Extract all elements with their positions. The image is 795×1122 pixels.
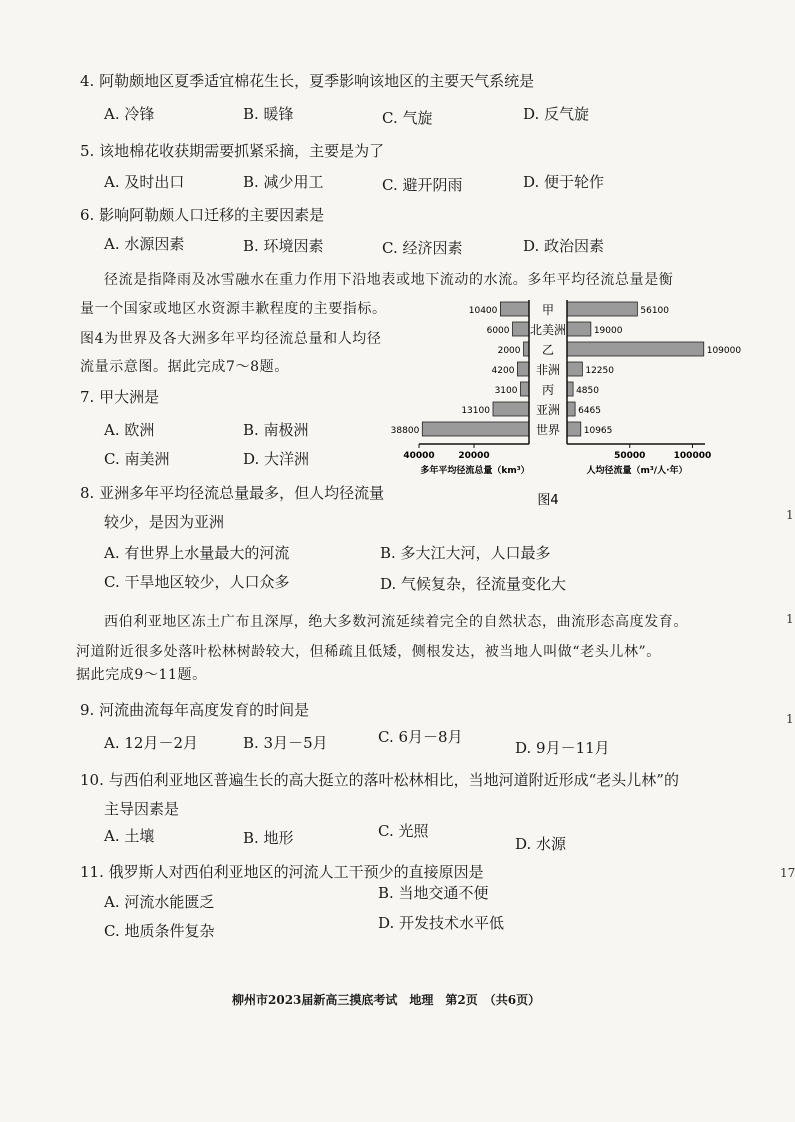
left-bar-label-0: 10400 — [468, 306, 498, 316]
margin-mark: 1 — [786, 508, 794, 522]
passage-siberia-line-3: 据此完成9～11题。 — [76, 667, 207, 683]
q4-option-a: A. 冷锋 — [104, 105, 155, 123]
question-10-stem-line-2: 主导因素是 — [104, 800, 180, 818]
question-11-stem: 11. 俄罗斯人对西伯利亚地区的河流人工干预少的直接原因是 — [80, 863, 484, 881]
right-bar-2 — [567, 342, 704, 356]
q7-option-c: C. 南美洲 — [104, 450, 170, 468]
left-bar-label-2: 2000 — [497, 346, 521, 356]
right-axis-label: 人均径流量（m³/人·年） — [586, 466, 688, 476]
question-6-stem: 6. 影响阿勒颇人口迁移的主要因素是 — [80, 206, 325, 224]
question-7-stem: 7. 甲大洲是 — [80, 388, 160, 406]
right-bar-label-3: 12250 — [585, 366, 615, 376]
left-bar-2 — [524, 342, 530, 356]
q6-option-a: A. 水源因素 — [104, 235, 185, 253]
category-label-5: 亚洲 — [535, 403, 561, 417]
left-bar-label-1: 6000 — [486, 326, 510, 336]
passage-siberia-line-2: 河道附近很多处落叶松林树龄较大，但稀疏且低矮，侧根发达，被当地人叫做“老头儿林”。 — [76, 644, 661, 660]
left-bar-label-5: 13100 — [461, 406, 490, 416]
q7-option-b: B. 南极洲 — [243, 421, 309, 439]
passage-runoff-line-2: 量一个国家或地区水资源丰歉程度的主要指标。 — [80, 301, 387, 317]
category-label-3: 非洲 — [535, 363, 561, 377]
right-bar-label-4: 4850 — [576, 386, 599, 396]
right-bar-6 — [567, 422, 581, 436]
q10-option-d: D. 水源 — [515, 835, 567, 853]
margin-mark: 1 — [786, 712, 794, 726]
q9-option-d: D. 9月－11月 — [515, 739, 610, 757]
runoff-chart — [390, 296, 742, 526]
figure-caption: 图4 — [537, 493, 559, 508]
margin-mark: 1 — [786, 612, 794, 626]
q8-option-d: D. 气候复杂，径流量变化大 — [380, 575, 567, 593]
q11-option-c: C. 地质条件复杂 — [104, 922, 215, 940]
q9-option-c: C. 6月－8月 — [378, 728, 463, 746]
q8-option-c: C. 干旱地区较少，人口众多 — [104, 573, 290, 591]
question-9-stem: 9. 河流曲流每年高度发育的时间是 — [80, 701, 310, 719]
q10-option-a: A. 土壤 — [104, 827, 155, 845]
left-bar-label-4: 3100 — [494, 386, 518, 396]
question-5-stem: 5. 该地棉花收获期需要抓紧采摘，主要是为了 — [80, 142, 385, 160]
q11-option-b: B. 当地交通不便 — [378, 884, 489, 902]
q10-option-b: B. 地形 — [243, 829, 294, 847]
right-bar-label-2: 109000 — [706, 346, 742, 356]
q11-option-d: D. 开发技术水平低 — [378, 914, 505, 932]
question-10-stem-line-1: 10. 与西伯利亚地区普遍生长的高大挺立的落叶松林相比，当地河道附近形成“老头儿林”的 — [80, 771, 679, 789]
question-8-stem-line-2: 较少，是因为亚洲 — [104, 513, 225, 531]
right-bar-4 — [567, 382, 573, 396]
left-bar-4 — [520, 382, 529, 396]
q5-option-b: B. 减少用工 — [243, 173, 324, 191]
q5-option-a: A. 及时出口 — [104, 173, 185, 191]
category-label-4: 丙 — [541, 383, 555, 397]
right-bar-5 — [567, 402, 575, 416]
q9-option-b: B. 3月－5月 — [243, 734, 328, 752]
passage-siberia-line-1: 西伯利亚地区冻土广布且深厚，绝大多数河流延续着完全的自然状态，曲流形态高度发育。 — [104, 614, 688, 630]
right-bar-1 — [567, 322, 591, 336]
passage-runoff-line-1: 径流是指降雨及冰雪融水在重力作用下沿地表或地下流动的水流。多年平均径流总量是衡 — [104, 272, 674, 288]
right-bar-3 — [567, 362, 582, 376]
q8-option-b: B. 多大江大河，人口最多 — [380, 544, 551, 562]
right-bar-label-6: 10965 — [583, 426, 613, 436]
question-4-stem: 4. 阿勒颇地区夏季适宜棉花生长，夏季影响该地区的主要天气系统是 — [80, 72, 535, 90]
left-bar-5 — [493, 402, 529, 416]
q5-option-d: D. 便于轮作 — [523, 173, 605, 191]
q7-option-d: D. 大洋洲 — [243, 450, 310, 468]
left-axis-label: 多年平均径流总量（km³） — [420, 466, 530, 476]
left-bar-3 — [517, 362, 529, 376]
q9-option-a: A. 12月－2月 — [104, 734, 198, 752]
q10-option-c: C. 光照 — [378, 822, 429, 840]
right-tick-label-1: 100000 — [673, 451, 712, 461]
question-8-stem-line-1: 8. 亚洲多年平均径流总量最多，但人均径流量 — [80, 484, 385, 502]
q11-option-a: A. 河流水能匮乏 — [104, 893, 215, 911]
margin-mark: 17 — [780, 866, 795, 880]
right-bar-label-0: 56100 — [640, 306, 670, 316]
q6-option-b: B. 环境因素 — [243, 237, 324, 255]
category-label-0: 甲 — [541, 303, 555, 317]
q4-option-b: B. 暖锋 — [243, 105, 294, 123]
passage-runoff-line-4: 流量示意图。据此完成7～8题。 — [80, 359, 289, 375]
page-footer: 柳州市2023届新高三摸底考试 地理 第2页 （共6页） — [232, 993, 541, 1007]
q4-option-d: D. 反气旋 — [523, 105, 590, 123]
right-tick-label-0: 50000 — [614, 451, 646, 461]
left-bar-label-6: 38800 — [390, 426, 420, 436]
right-bar-label-5: 6465 — [578, 406, 602, 416]
q5-option-c: C. 避开阴雨 — [382, 176, 463, 194]
q7-option-a: A. 欧洲 — [104, 421, 155, 439]
q6-option-c: C. 经济因素 — [382, 239, 463, 257]
category-label-2: 乙 — [541, 343, 555, 357]
passage-runoff-line-3: 图4为世界及各大洲多年平均径流总量和人均径 — [80, 331, 382, 347]
left-bar-label-3: 4200 — [491, 366, 515, 376]
right-bar-0 — [567, 302, 637, 316]
q4-option-c: C. 气旋 — [382, 109, 433, 127]
category-label-1: 北美洲 — [529, 323, 567, 337]
left-bar-1 — [513, 322, 530, 336]
left-tick-label-0: 40000 — [403, 451, 435, 461]
q8-option-a: A. 有世界上水量最大的河流 — [104, 544, 290, 562]
left-tick-label-1: 20000 — [458, 451, 490, 461]
category-label-6: 世界 — [535, 423, 561, 437]
right-bar-label-1: 19000 — [593, 326, 623, 336]
q6-option-d: D. 政治因素 — [523, 237, 605, 255]
left-bar-0 — [500, 302, 529, 316]
left-bar-6 — [422, 422, 529, 436]
